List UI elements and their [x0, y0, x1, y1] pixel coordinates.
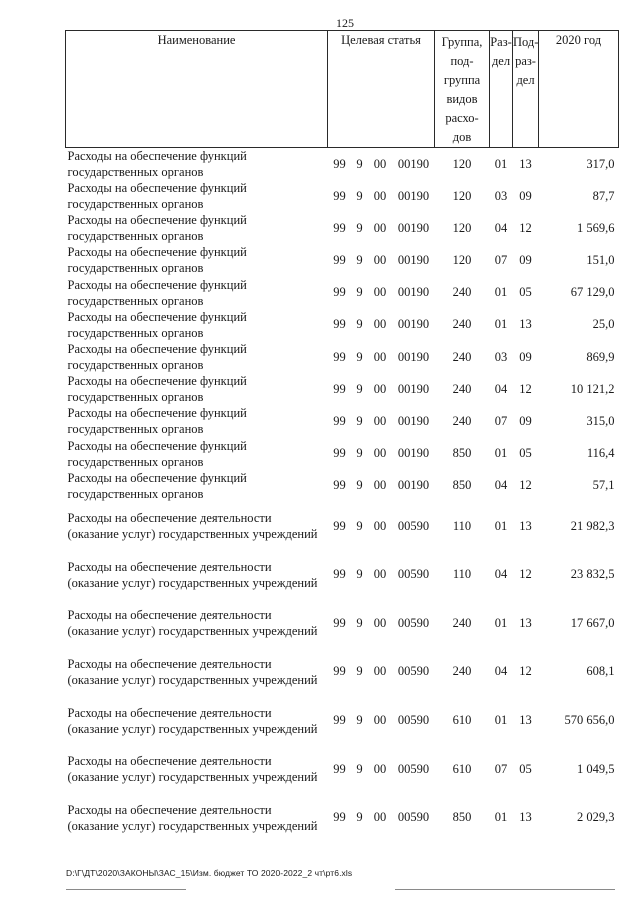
section-cell: 01: [494, 317, 508, 332]
target-program-cell: 99: [333, 285, 346, 300]
section-cell: 01: [494, 810, 508, 825]
expense-group-cell: 110: [452, 518, 472, 533]
target-program-cell: 99: [333, 518, 346, 533]
target-program-cell: 99: [333, 446, 346, 461]
target-direction-cell: 00: [373, 188, 387, 203]
table-row: [66, 550, 619, 599]
target-subprogram-cell: 9: [356, 615, 363, 630]
amount-cell: 17 667,0: [570, 615, 615, 630]
target-program-cell: 99: [333, 381, 346, 396]
target-subprogram-cell: 9: [356, 810, 363, 825]
row-name: Расходы на обеспечение деятельности (оказание услуг) государственных учреждений: [67, 559, 318, 590]
table-row: [66, 148, 619, 181]
target-code-cell: 00190: [397, 349, 430, 364]
amount-cell: 570 656,0: [564, 713, 615, 728]
amount-cell: 67 129,0: [570, 285, 615, 300]
page-number: 125: [336, 16, 354, 30]
target-subprogram-cell: 9: [356, 518, 363, 533]
expense-group-cell: 240: [452, 664, 472, 679]
section-cell: 01: [494, 446, 508, 461]
row-name: Расходы на обеспечение функций государственных органов: [67, 149, 247, 179]
target-code-cell: 00590: [397, 810, 430, 825]
target-program-cell: 99: [333, 478, 346, 493]
file-path-footer: D:\Г\ДТ\2020\ЗАКОНЫ\ЗАС_15\Изм. бюджет ТО 2020-2022_2 чт\рт6.xls: [66, 868, 353, 878]
amount-cell: 10 121,2: [570, 381, 615, 396]
target-code-cell: 00190: [397, 478, 430, 493]
table-row: [66, 180, 619, 212]
section-cell: 07: [494, 761, 508, 776]
target-direction-cell: 00: [373, 220, 387, 235]
subsection-cell: 09: [519, 188, 532, 203]
expense-group-cell: 110: [452, 567, 472, 582]
row-name: Расходы на обеспечение функций государственных органов: [67, 374, 247, 405]
amount-cell: 116,4: [586, 446, 615, 461]
target-subprogram-cell: 9: [356, 349, 363, 364]
amount-cell: 315,0: [586, 413, 615, 428]
section-cell: 03: [494, 349, 508, 364]
table-row: [66, 696, 619, 745]
target-code-cell: 00590: [397, 664, 430, 679]
subsection-cell: 05: [519, 446, 532, 461]
header-subsection: Под- раз- дел: [513, 31, 539, 148]
section-cell: 01: [494, 713, 508, 728]
header-name: Наименование: [66, 31, 328, 148]
target-program-cell: 99: [333, 567, 346, 582]
amount-cell: 87,7: [592, 188, 615, 203]
target-subprogram-cell: 9: [356, 413, 363, 428]
target-subprogram-cell: 9: [356, 713, 363, 728]
target-program-cell: 99: [333, 664, 346, 679]
target-subprogram-cell: 9: [356, 188, 363, 203]
target-code-cell: 00590: [397, 761, 430, 776]
amount-cell: 1 569,6: [577, 220, 615, 235]
section-cell: 04: [494, 664, 508, 679]
table-row: [66, 793, 619, 842]
amount-cell: 23 832,5: [570, 567, 615, 582]
target-code-cell: 00190: [397, 220, 430, 235]
target-code-cell: 00190: [397, 188, 430, 203]
expense-group-cell: 610: [452, 761, 472, 776]
expense-group-cell: 240: [452, 285, 472, 300]
amount-cell: 317,0: [586, 156, 615, 171]
header-section: Раз- дел: [490, 31, 513, 148]
subsection-cell: 12: [519, 381, 532, 396]
target-direction-cell: 00: [373, 518, 387, 533]
row-name: Расходы на обеспечение функций государственных органов: [67, 277, 247, 308]
table-row: [66, 341, 619, 373]
table-row: [66, 277, 619, 309]
target-direction-cell: 00: [373, 713, 387, 728]
target-program-cell: 99: [333, 761, 346, 776]
section-cell: 04: [494, 381, 508, 396]
subsection-cell: 05: [519, 285, 532, 300]
row-name: Расходы на обеспечение функций государственных органов: [67, 213, 247, 244]
expense-group-cell: 610: [452, 713, 472, 728]
row-name: Расходы на обеспечение деятельности (оказание услуг) государственных учреждений: [67, 608, 318, 639]
row-name: Расходы на обеспечение функций государственных органов: [67, 470, 247, 501]
subsection-cell: 12: [519, 220, 532, 235]
target-direction-cell: 00: [373, 478, 387, 493]
target-code-cell: 00190: [397, 156, 430, 171]
expense-group-cell: 120: [452, 252, 472, 267]
header-row: [66, 31, 619, 148]
amount-cell: 1 049,5: [577, 761, 615, 776]
table-row: [66, 599, 619, 648]
amount-cell: 2 029,3: [577, 810, 615, 825]
row-name: Расходы на обеспечение функций государственных органов: [67, 406, 247, 437]
section-cell: 07: [494, 413, 508, 428]
target-subprogram-cell: 9: [356, 317, 363, 332]
target-direction-cell: 00: [373, 615, 387, 630]
subsection-cell: 12: [519, 664, 532, 679]
table-row: [66, 244, 619, 276]
target-program-cell: 99: [333, 188, 346, 203]
target-direction-cell: 00: [373, 349, 387, 364]
expense-group-cell: 240: [452, 381, 472, 396]
target-subprogram-cell: 9: [356, 664, 363, 679]
target-code-cell: 00590: [397, 713, 430, 728]
subsection-cell: 09: [519, 252, 532, 267]
row-name: Расходы на обеспечение деятельности (оказание услуг) государственных учреждений: [67, 705, 318, 736]
amount-cell: 869,9: [586, 349, 615, 364]
row-name: Расходы на обеспечение деятельности (оказание услуг) государственных учреждений: [67, 754, 318, 785]
target-direction-cell: 00: [373, 252, 387, 267]
amount-cell: 25,0: [592, 317, 615, 332]
section-cell: 07: [494, 252, 508, 267]
target-code-cell: 00190: [397, 285, 430, 300]
subsection-cell: 13: [519, 518, 532, 533]
section-cell: 01: [494, 285, 508, 300]
expense-group-cell: 240: [452, 413, 472, 428]
target-program-cell: 99: [333, 615, 346, 630]
expense-group-cell: 240: [452, 615, 472, 630]
table-row: [66, 502, 619, 551]
target-subprogram-cell: 9: [356, 252, 363, 267]
target-subprogram-cell: 9: [356, 478, 363, 493]
table-row: [66, 648, 619, 697]
subsection-cell: 13: [519, 713, 532, 728]
target-code-cell: 00190: [397, 413, 430, 428]
row-name: Расходы на обеспечение функций государственных органов: [67, 438, 247, 469]
target-direction-cell: 00: [373, 381, 387, 396]
target-program-cell: 99: [333, 413, 346, 428]
subsection-cell: 09: [519, 349, 532, 364]
target-direction-cell: 00: [373, 285, 387, 300]
subsection-cell: 13: [519, 615, 532, 630]
target-direction-cell: 00: [373, 664, 387, 679]
target-program-cell: 99: [333, 713, 346, 728]
amount-cell: 21 982,3: [570, 518, 615, 533]
target-code-cell: 00190: [397, 446, 430, 461]
footer-rule: [66, 889, 186, 890]
table-row: [66, 438, 619, 470]
expense-group-cell: 850: [452, 478, 472, 493]
amount-cell: 608,1: [586, 664, 615, 679]
target-program-cell: 99: [333, 156, 346, 171]
header-group: Группа, под- группа видов расхо- дов: [435, 31, 490, 148]
target-subprogram-cell: 9: [356, 446, 363, 461]
budget-table: [65, 30, 619, 842]
expense-group-cell: 120: [452, 156, 472, 171]
target-direction-cell: 00: [373, 413, 387, 428]
subsection-cell: 13: [519, 317, 532, 332]
target-direction-cell: 00: [373, 810, 387, 825]
target-subprogram-cell: 9: [356, 156, 363, 171]
target-code-cell: 00190: [397, 317, 430, 332]
table-row: [66, 212, 619, 244]
expense-group-cell: 240: [452, 317, 472, 332]
target-direction-cell: 00: [373, 567, 387, 582]
section-cell: 03: [494, 188, 508, 203]
target-program-cell: 99: [333, 349, 346, 364]
table-row: [66, 373, 619, 405]
subsection-cell: 09: [519, 413, 532, 428]
row-name: Расходы на обеспечение деятельности (оказание услуг) государственных учреждений: [67, 511, 318, 542]
target-code-cell: 00590: [397, 518, 430, 533]
target-program-cell: 99: [333, 220, 346, 235]
subsection-cell: 12: [519, 478, 532, 493]
expense-group-cell: 120: [452, 188, 472, 203]
target-direction-cell: 00: [373, 446, 387, 461]
section-cell: 01: [494, 615, 508, 630]
row-name: Расходы на обеспечение функций государственных органов: [67, 245, 247, 276]
target-direction-cell: 00: [373, 156, 387, 171]
expense-group-cell: 850: [452, 810, 472, 825]
target-program-cell: 99: [333, 317, 346, 332]
target-subprogram-cell: 9: [356, 285, 363, 300]
section-cell: 04: [494, 567, 508, 582]
target-subprogram-cell: 9: [356, 761, 363, 776]
target-code-cell: 00590: [397, 615, 430, 630]
row-name: Расходы на обеспечение деятельности (оказание услуг) государственных учреждений: [67, 802, 318, 833]
header-year: 2020 год: [539, 31, 619, 148]
expense-group-cell: 120: [452, 220, 472, 235]
target-subprogram-cell: 9: [356, 220, 363, 235]
expense-group-cell: 240: [452, 349, 472, 364]
amount-cell: 151,0: [586, 252, 615, 267]
target-program-cell: 99: [333, 252, 346, 267]
subsection-cell: 13: [519, 156, 532, 171]
table-row: [66, 309, 619, 341]
target-code-cell: 00190: [397, 381, 430, 396]
target-subprogram-cell: 9: [356, 567, 363, 582]
subsection-cell: 13: [519, 810, 532, 825]
row-name: Расходы на обеспечение деятельности (оказание услуг) государственных учреждений: [67, 656, 318, 687]
section-cell: 01: [494, 156, 508, 171]
amount-cell: 57,1: [592, 478, 615, 493]
row-name: Расходы на обеспечение функций государственных органов: [67, 181, 247, 212]
table-row: [66, 745, 619, 794]
expense-group-cell: 850: [452, 446, 472, 461]
section-cell: 04: [494, 478, 508, 493]
subsection-cell: 12: [519, 567, 532, 582]
row-name: Расходы на обеспечение функций государственных органов: [67, 342, 247, 373]
target-code-cell: 00190: [397, 252, 430, 267]
table-row: [66, 470, 619, 502]
section-cell: 01: [494, 518, 508, 533]
footer-rule: [395, 889, 615, 890]
target-direction-cell: 00: [373, 761, 387, 776]
subsection-cell: 05: [519, 761, 532, 776]
section-cell: 04: [494, 220, 508, 235]
target-program-cell: 99: [333, 810, 346, 825]
table-row: [66, 405, 619, 437]
row-name: Расходы на обеспечение функций государственных органов: [67, 309, 247, 340]
target-code-cell: 00590: [397, 567, 430, 582]
header-target-article: Целевая статья: [328, 31, 435, 148]
target-direction-cell: 00: [373, 317, 387, 332]
target-subprogram-cell: 9: [356, 381, 363, 396]
